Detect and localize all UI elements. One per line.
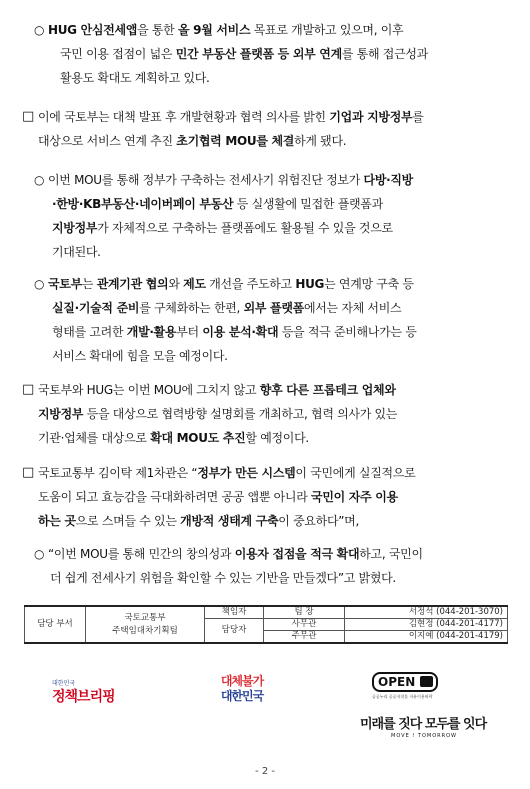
body-text-segment: 도움이 되고 효능감을 극대화하려면 공공 앱뿐 아니라 [38, 490, 312, 504]
paragraph-3-line-0 [48, 272, 414, 296]
circle-bullet-icon: ○ [34, 277, 45, 291]
body-text-segment: 이 중요하다”며, [278, 514, 359, 528]
license-icon [420, 676, 433, 687]
paragraph-1-line-1 [38, 129, 346, 153]
paragraph-4-line-2 [38, 426, 309, 450]
contact-title-2: 주무관 [264, 631, 345, 644]
policy-briefing-small: 대한민국 [52, 680, 76, 687]
body-text-segment: “이번 MOU를 통해 민간의 창의성과 [48, 547, 235, 561]
paragraph-3-line-3 [52, 344, 228, 368]
contact-name-1: 김현정 (044-201-4177) [345, 619, 508, 631]
body-text-segment: 으로 스며들 수 있는 [75, 514, 181, 528]
paragraph-0-line-1 [60, 42, 428, 66]
paragraph-0-line-2 [60, 66, 210, 90]
body-text-segment: 국토교통부 김이탁 제1차관은 “ [38, 466, 198, 480]
emphasis-text: 개방적 생태계 구축 [180, 514, 279, 528]
contact-title-1: 사무관 [264, 619, 345, 631]
square-bullet-icon: □ [22, 382, 35, 397]
page-number: - 2 - [255, 766, 275, 777]
emphasis-text: 개발·활용 [126, 325, 177, 339]
paragraph-2-line-0 [48, 168, 413, 192]
body-text-segment: 등 실생활에 밀접한 플랫폼과 [233, 197, 383, 211]
emphasis-text: 향후 다른 프롭테크 업체와 [259, 383, 396, 397]
emphasis-text: HUG 안심전세앱 [48, 23, 138, 37]
paragraph-1-line-0 [38, 105, 424, 129]
contact-table [24, 605, 508, 644]
body-text-segment: 가 자체적으로 구축하는 플랫폼에도 활용될 수 있을 것으로 [97, 221, 393, 235]
circle-bullet-icon: ○ [34, 23, 45, 37]
body-text-segment: 부터 [176, 325, 203, 339]
paragraph-4-line-0 [38, 378, 396, 402]
body-text-segment: 서비스 확대에 힘을 모을 예정이다. [52, 349, 228, 363]
body-text-segment: 국토부와 HUG는 이번 MOU에 그치지 않고 [38, 383, 260, 397]
campaign-line-1: 대체불가 [220, 674, 264, 688]
circle-bullet-icon: ○ [34, 547, 45, 561]
body-text-segment: 이에 국토부는 대책 발표 후 개발현황과 협력 의사를 밝힌 [38, 110, 330, 124]
body-text-segment: 를 [412, 110, 424, 124]
dept-name: 국토교통부 주택임대차기획팀 [86, 606, 205, 643]
body-text-segment: 이번 MOU를 통해 정부가 구축하는 전세사기 위험진단 정보가 [48, 173, 364, 187]
paragraph-6-line-0 [48, 542, 423, 566]
emphasis-text: ·한방·KB부동산·네이버페이 부동산 [52, 197, 234, 211]
paragraph-2-line-1 [52, 192, 383, 216]
body-text-segment: 이 국민에게 실질적으로 [295, 466, 416, 480]
emphasis-text: 제도 [183, 277, 206, 291]
policy-briefing-logo [52, 680, 122, 720]
emphasis-text: 지방정부 [38, 407, 84, 421]
paragraph-2-line-2 [52, 216, 393, 240]
body-text-segment: 국민 이용 접점이 넓은 [60, 47, 176, 61]
emphasis-text: 초기협력 MOU를 체결 [176, 134, 295, 148]
emphasis-text: 국토부 [48, 277, 82, 291]
emphasis-text: 국민이 자주 이용 [311, 490, 398, 504]
emphasis-text: 이용 분석·확대 [202, 325, 279, 339]
emphasis-text: 지방정부 [52, 221, 98, 235]
body-text-segment: 등을 대상으로 협력방향 설명회를 개최하고, 협력 의사가 있는 [83, 407, 398, 421]
emphasis-text: 민간 부동산 플랫폼 등 외부 연계 [175, 47, 342, 61]
paragraph-0-line-0 [48, 18, 403, 42]
emphasis-text: 다방·직방 [363, 173, 413, 187]
body-text-segment: 목표로 개발하고 있으며, 이후 [250, 23, 404, 37]
open-license-logo [372, 672, 440, 702]
emphasis-text: 외부 플랫폼 [243, 301, 304, 315]
body-text-segment: 개선을 주도하고 [205, 277, 296, 291]
emphasis-text: 이용자 접점을 적극 확대 [234, 547, 360, 561]
slogan-logo [360, 716, 488, 750]
body-text-segment: 를 구체화하는 한편, [139, 301, 244, 315]
circle-bullet-icon: ○ [34, 173, 45, 187]
slogan-korean: 미래를 짓다 모두를 잇다 [360, 717, 487, 732]
dept-label: 담당 부서 [25, 606, 86, 643]
paragraph-5-line-2 [38, 509, 359, 533]
paragraph-3-line-2 [52, 320, 417, 344]
square-bullet-icon: □ [22, 109, 35, 124]
body-text-segment: 할 예정이다. [245, 431, 309, 445]
body-text-segment: 기대된다. [52, 245, 101, 259]
open-subtitle: 공공누리 공공저작물 자유이용허락 [372, 694, 433, 699]
open-badge [372, 672, 438, 692]
body-text-segment: 를 통해 접근성과 [341, 47, 428, 61]
open-text: OPEN [378, 675, 416, 689]
contact-name-0: 서정석 (044-201-3070) [345, 606, 508, 619]
emphasis-text: HUG [295, 277, 325, 291]
emphasis-text: 올 9월 서비스 [177, 23, 251, 37]
emphasis-text: 확대 MOU도 추진 [150, 431, 246, 445]
paragraph-2-line-3 [52, 240, 101, 264]
emphasis-text: 하는 곳 [38, 514, 76, 528]
emphasis-text: 관계기관 협의 [96, 277, 169, 291]
paragraph-4-line-1 [38, 402, 397, 426]
campaign-line-2: 대한민국 [220, 689, 264, 703]
body-text-segment: 을 통한 [137, 23, 178, 37]
body-text-segment: 는 연계망 구축 등 [324, 277, 414, 291]
body-text-segment: 대상으로 서비스 연계 추진 [38, 134, 177, 148]
paragraph-5-line-0 [38, 461, 415, 485]
campaign-logo [212, 674, 272, 710]
body-text-segment: 하고, 국민이 [359, 547, 423, 561]
slogan-english: MOVE ! TOMORROW [391, 733, 457, 739]
body-text-segment: 형태를 고려한 [52, 325, 127, 339]
emphasis-text: 실질·기술적 준비 [52, 301, 140, 315]
paragraph-3-line-1 [52, 296, 401, 320]
contact-title-0: 팀 장 [264, 606, 345, 619]
body-text-segment: 등을 적극 준비해나가는 등 [278, 325, 417, 339]
body-text-segment: 는 [81, 277, 97, 291]
body-text-segment: 에서는 자체 서비스 [303, 301, 402, 315]
role-staff: 담당자 [205, 619, 264, 644]
role-head: 책임자 [205, 606, 264, 619]
emphasis-text: 정부가 만든 시스템 [197, 466, 296, 480]
body-text-segment: 와 [168, 277, 184, 291]
contact-name-2: 이지예 (044-201-4179) [345, 631, 508, 644]
policy-briefing-title: 정책브리핑 [52, 689, 115, 705]
body-text-segment: 더 쉽게 전세사기 위험을 확인할 수 있는 기반을 만들겠다”고 밝혔다. [50, 571, 396, 585]
square-bullet-icon: □ [22, 465, 35, 480]
body-text-segment: 하게 됐다. [294, 134, 347, 148]
emphasis-text: 기업과 지방정부 [329, 110, 413, 124]
body-text-segment: 활용도 확대도 계획하고 있다. [60, 71, 210, 85]
paragraph-6-line-1 [50, 566, 396, 590]
paragraph-5-line-1 [38, 485, 398, 509]
body-text-segment: 기관·업체를 대상으로 [38, 431, 151, 445]
